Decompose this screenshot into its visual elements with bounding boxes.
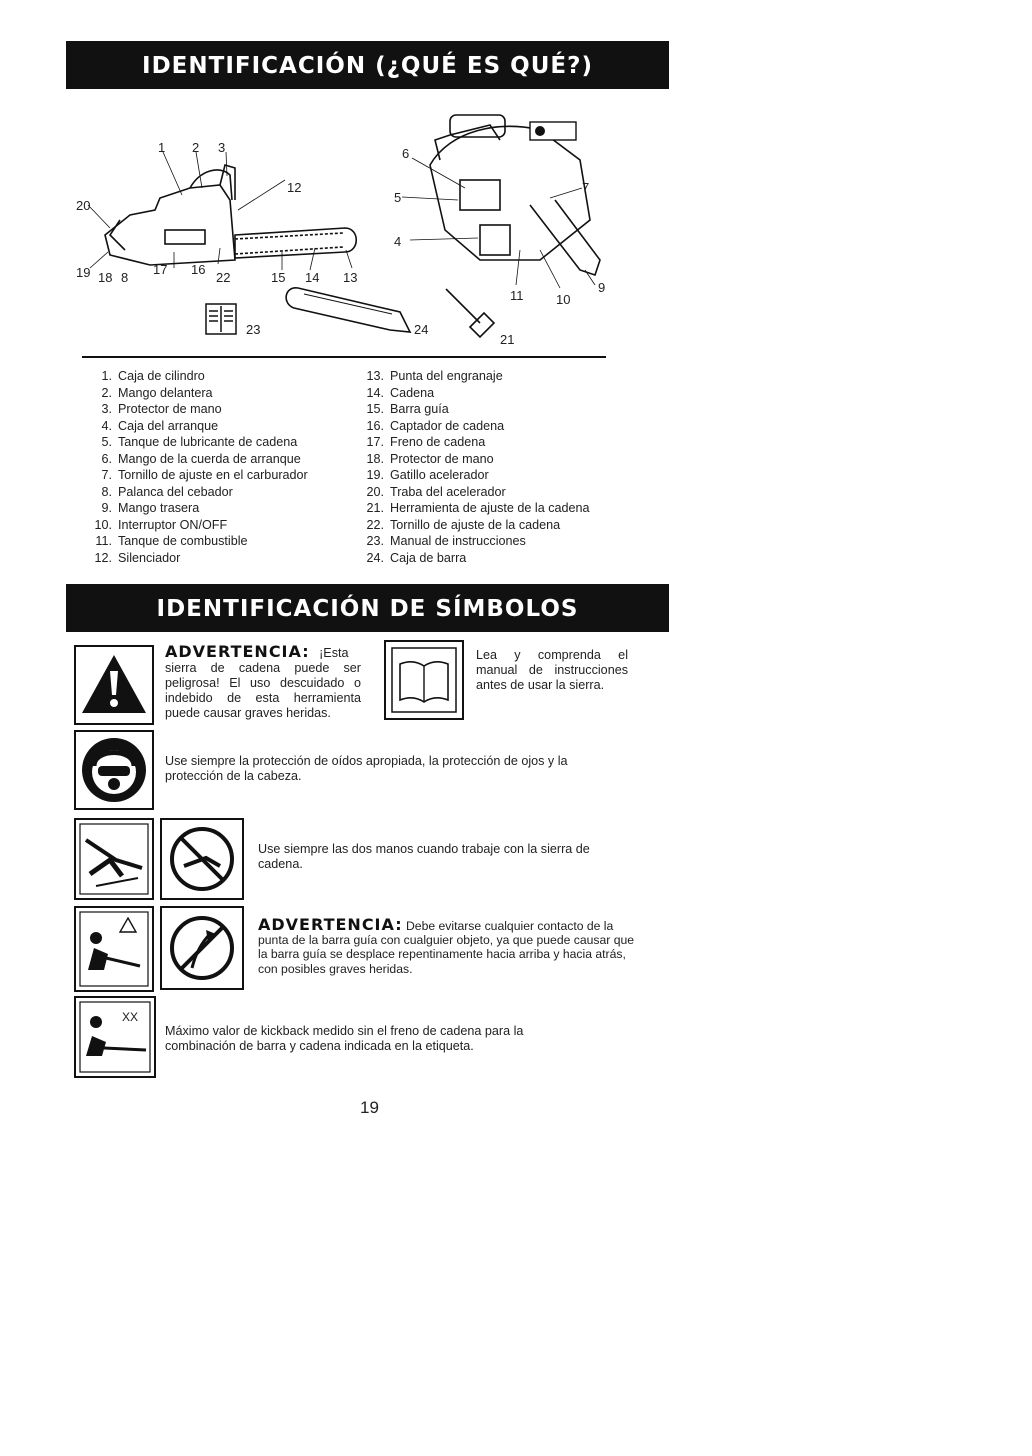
callout-3: 3: [218, 140, 226, 155]
kickback-value-text: Máximo valor de kickback medido sin el freno de cadena para la combinación de barra y cadena indicada en la etiqueta.: [165, 1024, 524, 1053]
parts-item-label: Punta del engranaje: [390, 369, 503, 383]
kickback-heading: ADVERTENCIA:: [258, 915, 403, 934]
one-hand-prohibited-icon: [160, 818, 244, 900]
parts-list-left: [84, 368, 308, 566]
page-number: 19: [360, 1098, 379, 1117]
warning-text-b: sierra de cadena puede ser peligrosa! El uso descuidado o indebido de esta herramienta puede causar graves heridas.: [165, 661, 361, 720]
callout-8: 8: [121, 270, 129, 285]
kickback-value-label: XX: [122, 1010, 139, 1024]
warning-heading: ADVERTENCIA:: [165, 642, 310, 661]
callout-14: 14: [305, 270, 320, 285]
parts-item-number: 1.: [101, 369, 112, 383]
parts-list-item: [84, 418, 308, 435]
kickback-value-icon: [74, 996, 156, 1078]
parts-item-number: 8.: [101, 484, 112, 499]
chain-tool-illustration: [440, 283, 500, 343]
parts-item-number: 23.: [366, 534, 384, 548]
kickback-warning-icon: [74, 906, 154, 992]
callout-11: 11: [510, 288, 524, 303]
parts-list-item: [356, 550, 590, 567]
parts-list-item: [84, 434, 308, 451]
parts-item-number: 7.: [101, 468, 112, 482]
callout-5: 5: [394, 190, 402, 205]
parts-list-item: [84, 467, 308, 484]
parts-list-item: [356, 533, 590, 550]
callout-7: 7: [582, 180, 590, 195]
parts-item-label: Tornillo de ajuste en el carburador: [118, 468, 308, 482]
parts-item-label: Silenciador: [118, 550, 181, 565]
divider-rule: [82, 356, 606, 358]
parts-item-label: Mango de la cuerda de arranque: [118, 451, 301, 466]
parts-item-number: 12.: [94, 550, 112, 565]
parts-list-right: [356, 368, 590, 566]
parts-item-number: 14.: [366, 385, 384, 400]
callout-9: 9: [598, 280, 606, 295]
parts-item-number: 2.: [101, 385, 112, 400]
parts-list-item: [84, 500, 308, 517]
callout-16: 16: [191, 262, 206, 277]
parts-item-label: Tanque de lubricante de cadena: [118, 435, 298, 449]
two-hands-icon: [74, 818, 154, 900]
parts-list-item: [84, 533, 308, 550]
callout-18: 18: [98, 270, 113, 285]
protection-text: Use siempre la protección de oídos apropiada, la protección de ojos y la protección de la cabeza.: [165, 754, 568, 783]
parts-list-item: [356, 484, 590, 501]
parts-item-label: Caja del arranque: [118, 418, 219, 433]
parts-item-label: Cadena: [390, 385, 435, 400]
parts-item-number: 21.: [366, 501, 384, 515]
kickback-text: Debe evitarse cualquier contacto de la punta de la barra guía con cualguier objeto, ya que puede causar que la barra guía se desplace repentinamente hacia arriba y hacia atrás, con posibles graves heridas.: [258, 919, 635, 976]
parts-list-item: [356, 401, 590, 418]
parts-list-item: [84, 517, 308, 534]
parts-item-number: 4.: [101, 418, 112, 433]
callout-23: 23: [246, 322, 261, 337]
parts-item-number: 10.: [94, 517, 112, 532]
parts-list-item: [356, 500, 590, 517]
parts-list-item: [84, 385, 308, 402]
parts-list-item: [356, 467, 590, 484]
parts-list-item: [356, 451, 590, 468]
parts-item-number: 16.: [366, 418, 384, 433]
parts-item-number: 24.: [366, 550, 384, 565]
parts-item-number: 18.: [366, 451, 384, 466]
parts-item-label: Herramienta de ajuste de la cadena: [390, 501, 590, 515]
read-manual-icon: [384, 640, 464, 720]
parts-list-item: [356, 434, 590, 451]
parts-list-item: [356, 385, 590, 402]
parts-item-label: Protector de mano: [390, 451, 494, 466]
chainsaw-side-illustration: [70, 140, 370, 290]
callout-10: 10: [556, 292, 571, 307]
parts-item-number: 19.: [366, 468, 384, 482]
parts-list-item: [356, 368, 590, 385]
protection-gear-icon: [74, 730, 154, 810]
callout-4: 4: [394, 234, 402, 249]
two-hands-text: Use siempre las dos manos cuando trabaje con la sierra de cadena.: [258, 842, 590, 871]
parts-item-label: Caja de cilindro: [118, 369, 205, 383]
parts-item-number: 13.: [366, 369, 384, 383]
parts-item-number: 20.: [366, 484, 384, 499]
parts-item-number: 6.: [101, 451, 112, 466]
parts-item-number: 17.: [366, 435, 384, 449]
parts-item-label: Captador de cadena: [390, 418, 505, 433]
parts-item-label: Caja de barra: [390, 550, 467, 565]
section-banner-symbols: IDENTIFICACIÓN DE SÍMBOLOS: [66, 584, 669, 632]
parts-item-number: 22.: [366, 517, 384, 532]
manual-book-icon: [204, 301, 238, 337]
parts-list-item: [84, 451, 308, 468]
parts-item-label: Traba del acelerador: [390, 484, 506, 499]
parts-list-item: [356, 517, 590, 534]
callout-20: 20: [76, 198, 91, 213]
parts-list-item: [84, 368, 308, 385]
warning-triangle-icon: [74, 645, 154, 725]
parts-item-label: Barra guía: [390, 402, 449, 416]
callout-12: 12: [287, 180, 302, 195]
parts-list-item: [84, 550, 308, 567]
callout-24: 24: [414, 322, 429, 337]
warning-text-block: [165, 644, 361, 721]
callout-19: 19: [76, 265, 91, 280]
callout-2: 2: [192, 140, 200, 155]
parts-item-label: Palanca del cebador: [118, 484, 233, 499]
parts-item-label: Interruptor ON/OFF: [118, 517, 228, 532]
callout-1: 1: [158, 140, 166, 155]
callout-15: 15: [271, 270, 286, 285]
parts-item-label: Tornillo de ajuste de la cadena: [390, 517, 561, 532]
section-banner-identification: IDENTIFICACIÓN (¿QUÉ ES QUÉ?): [66, 41, 669, 89]
parts-item-number: 9.: [101, 501, 112, 515]
parts-item-label: Mango delantera: [118, 385, 213, 400]
callout-6: 6: [402, 146, 410, 161]
callout-21: 21: [500, 332, 515, 347]
parts-item-label: Gatillo acelerador: [390, 468, 489, 482]
parts-item-number: 5.: [101, 435, 112, 449]
parts-item-number: 11.: [95, 534, 112, 548]
callout-17: 17: [153, 262, 168, 277]
parts-item-number: 3.: [101, 402, 112, 416]
parts-item-number: 15.: [366, 402, 384, 416]
parts-item-label: Freno de cadena: [390, 435, 486, 449]
parts-item-label: Manual de instrucciones: [390, 534, 526, 548]
warning-text-a: ¡Esta: [319, 646, 349, 660]
parts-list-item: [84, 401, 308, 418]
parts-item-label: Mango trasera: [118, 501, 200, 515]
parts-list-item: [84, 484, 308, 501]
callout-13: 13: [343, 270, 358, 285]
parts-list-item: [356, 418, 590, 435]
kickback-prohibited-icon: [160, 906, 244, 990]
manual-text: Lea y comprenda el manual de instrucciones antes de usar la sierra.: [476, 648, 628, 692]
kickback-text-block: [258, 915, 638, 976]
parts-item-label: Protector de mano: [118, 402, 222, 416]
parts-item-label: Tanque de combustible: [118, 534, 248, 548]
callout-22: 22: [216, 270, 231, 285]
